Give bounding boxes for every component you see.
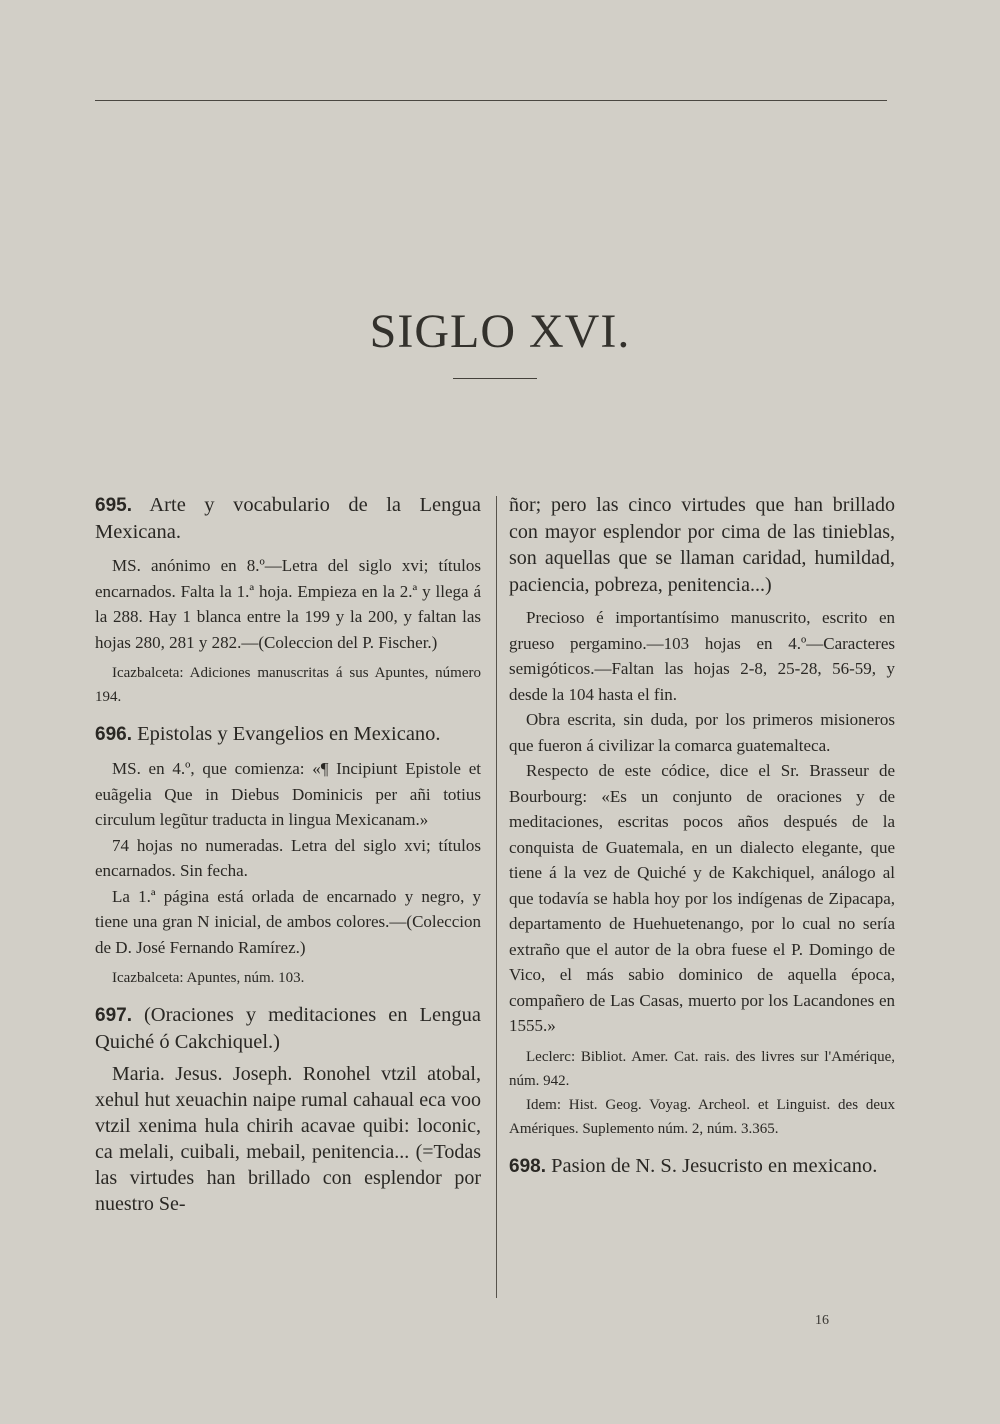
entry-696-details: 74 hojas no numeradas. Letra del siglo xvi; títulos encarnados. Sin fecha. bbox=[95, 835, 481, 880]
entry-title: Arte y vocabulario de la Lengua Mexicana. bbox=[95, 494, 481, 543]
entry-title: Epistolas y Evangelios en Mexicano. bbox=[131, 723, 441, 745]
entry-title: Pasion de N. S. Jesucristo en mexicano. bbox=[545, 1154, 878, 1177]
entry-695-citation: Icazbalceta: Adiciones manuscritas á sus Apuntes, número 194. bbox=[95, 665, 481, 705]
entry-695-description: MS. anónimo en 8.º—Letra del siglo xvi; títulos encarnados. Falta la 1.ª hoja. Empieza en la 2.ª y llega á la 288. Hay 1 blanca entre la 199 y la 200, y faltan las hojas 280, 281 y 282.—(Coleccion del P. Fischer.) bbox=[95, 556, 481, 652]
entry-title: (Oraciones y meditaciones en Lengua Quiché ó Cakchiquel.) bbox=[95, 1004, 481, 1053]
entry-697-citation-leclerc: Leclerc: Bibliot. Amer. Cat. rais. des livres sur l'Amérique, núm. 942. bbox=[509, 1048, 895, 1089]
entry-696-notes: La 1.ª página está orlada de encarnado y negro, y tiene una gran N inicial, de ambos colores.—(Coleccion de D. José Fernando Ramírez.) bbox=[95, 886, 481, 957]
entry-697-citation-idem: Idem: Hist. Geog. Voyag. Archeol. et Linguist. des deux Amériques. Suplemento núm. 2, núm. 3.365. bbox=[509, 1096, 895, 1137]
entry-695-heading bbox=[95, 492, 481, 545]
entry-696-description: MS. en 4.º, que comienza: «¶ Incipiunt Epistole et euãgelia Que in Diebus Dominicis per añi totius circulum legũtur traducta in lingua Mexicanam.» bbox=[95, 759, 481, 829]
entry-696-heading bbox=[95, 721, 481, 748]
entry-697-origin: Obra escrita, sin duda, por los primeros misioneros que fueron á civilizar la comarca guatemalteca. bbox=[509, 710, 895, 755]
title-rule bbox=[453, 378, 537, 379]
entry-697-text: Maria. Jesus. Joseph. Ronohel vtzil atobal, xehul hut xeuachin naipe rumal cahaual eca voo vtzil xenima hula chirih acavae quibi: loconic, ca melali, cuibali, mebail, penitencia... (=Todas las virtudes han brillado con esplendor por nuestro Se- bbox=[95, 1063, 481, 1215]
column-divider bbox=[496, 496, 497, 1298]
entry-697-brasseur-quote: Respecto de este códice, dice el Sr. Brasseur de Bourbourg: «Es un conjunto de oraciones y de meditaciones, escritas pocos años después de la conquista de Guatemala, en un dialecto elegante, que tiene á la vez de Quiché y de Kakchiquel, análogo al que todavía se habla hoy por los indígenas de Zipacapa, departamento de Huehuetenango, por lo cual no sería extraño que el autor de la obra fuese el P. Domingo de Vico, el más sabio dominico de aquella época, compañero de Las Casas, muerto por los Lacandones en 1555.» bbox=[509, 761, 895, 1035]
entry-number: 697. bbox=[95, 1005, 132, 1026]
right-column bbox=[509, 492, 895, 1180]
top-rule bbox=[95, 100, 887, 101]
entry-697-heading bbox=[95, 1002, 481, 1055]
entry-number: 696. bbox=[95, 724, 132, 745]
entry-number: 695. bbox=[95, 495, 132, 516]
entry-696-citation: Icazbalceta: Apuntes, núm. 103. bbox=[112, 970, 305, 986]
left-column bbox=[95, 492, 481, 1217]
entry-number: 698. bbox=[509, 1155, 546, 1177]
entry-697-description: Precioso é importantísimo manuscrito, escrito en grueso pergamino.—103 hojas en 4.º—Caracteres semigóticos.—Faltan las hojas 2-8, 25-28, 56-59, y desde la 104 hasta el fin. bbox=[509, 608, 895, 704]
page-number: 16 bbox=[815, 1313, 829, 1328]
entry-697-continuation: ñor; pero las cinco virtudes que han brillado con mayor esplendor por cima de las tinieblas, son aquellas que se llaman caridad, humildad, paciencia, pobreza, penitencia...) bbox=[509, 494, 895, 596]
page-title: SIGLO XVI. bbox=[369, 305, 631, 358]
entry-698-heading bbox=[509, 1153, 895, 1180]
